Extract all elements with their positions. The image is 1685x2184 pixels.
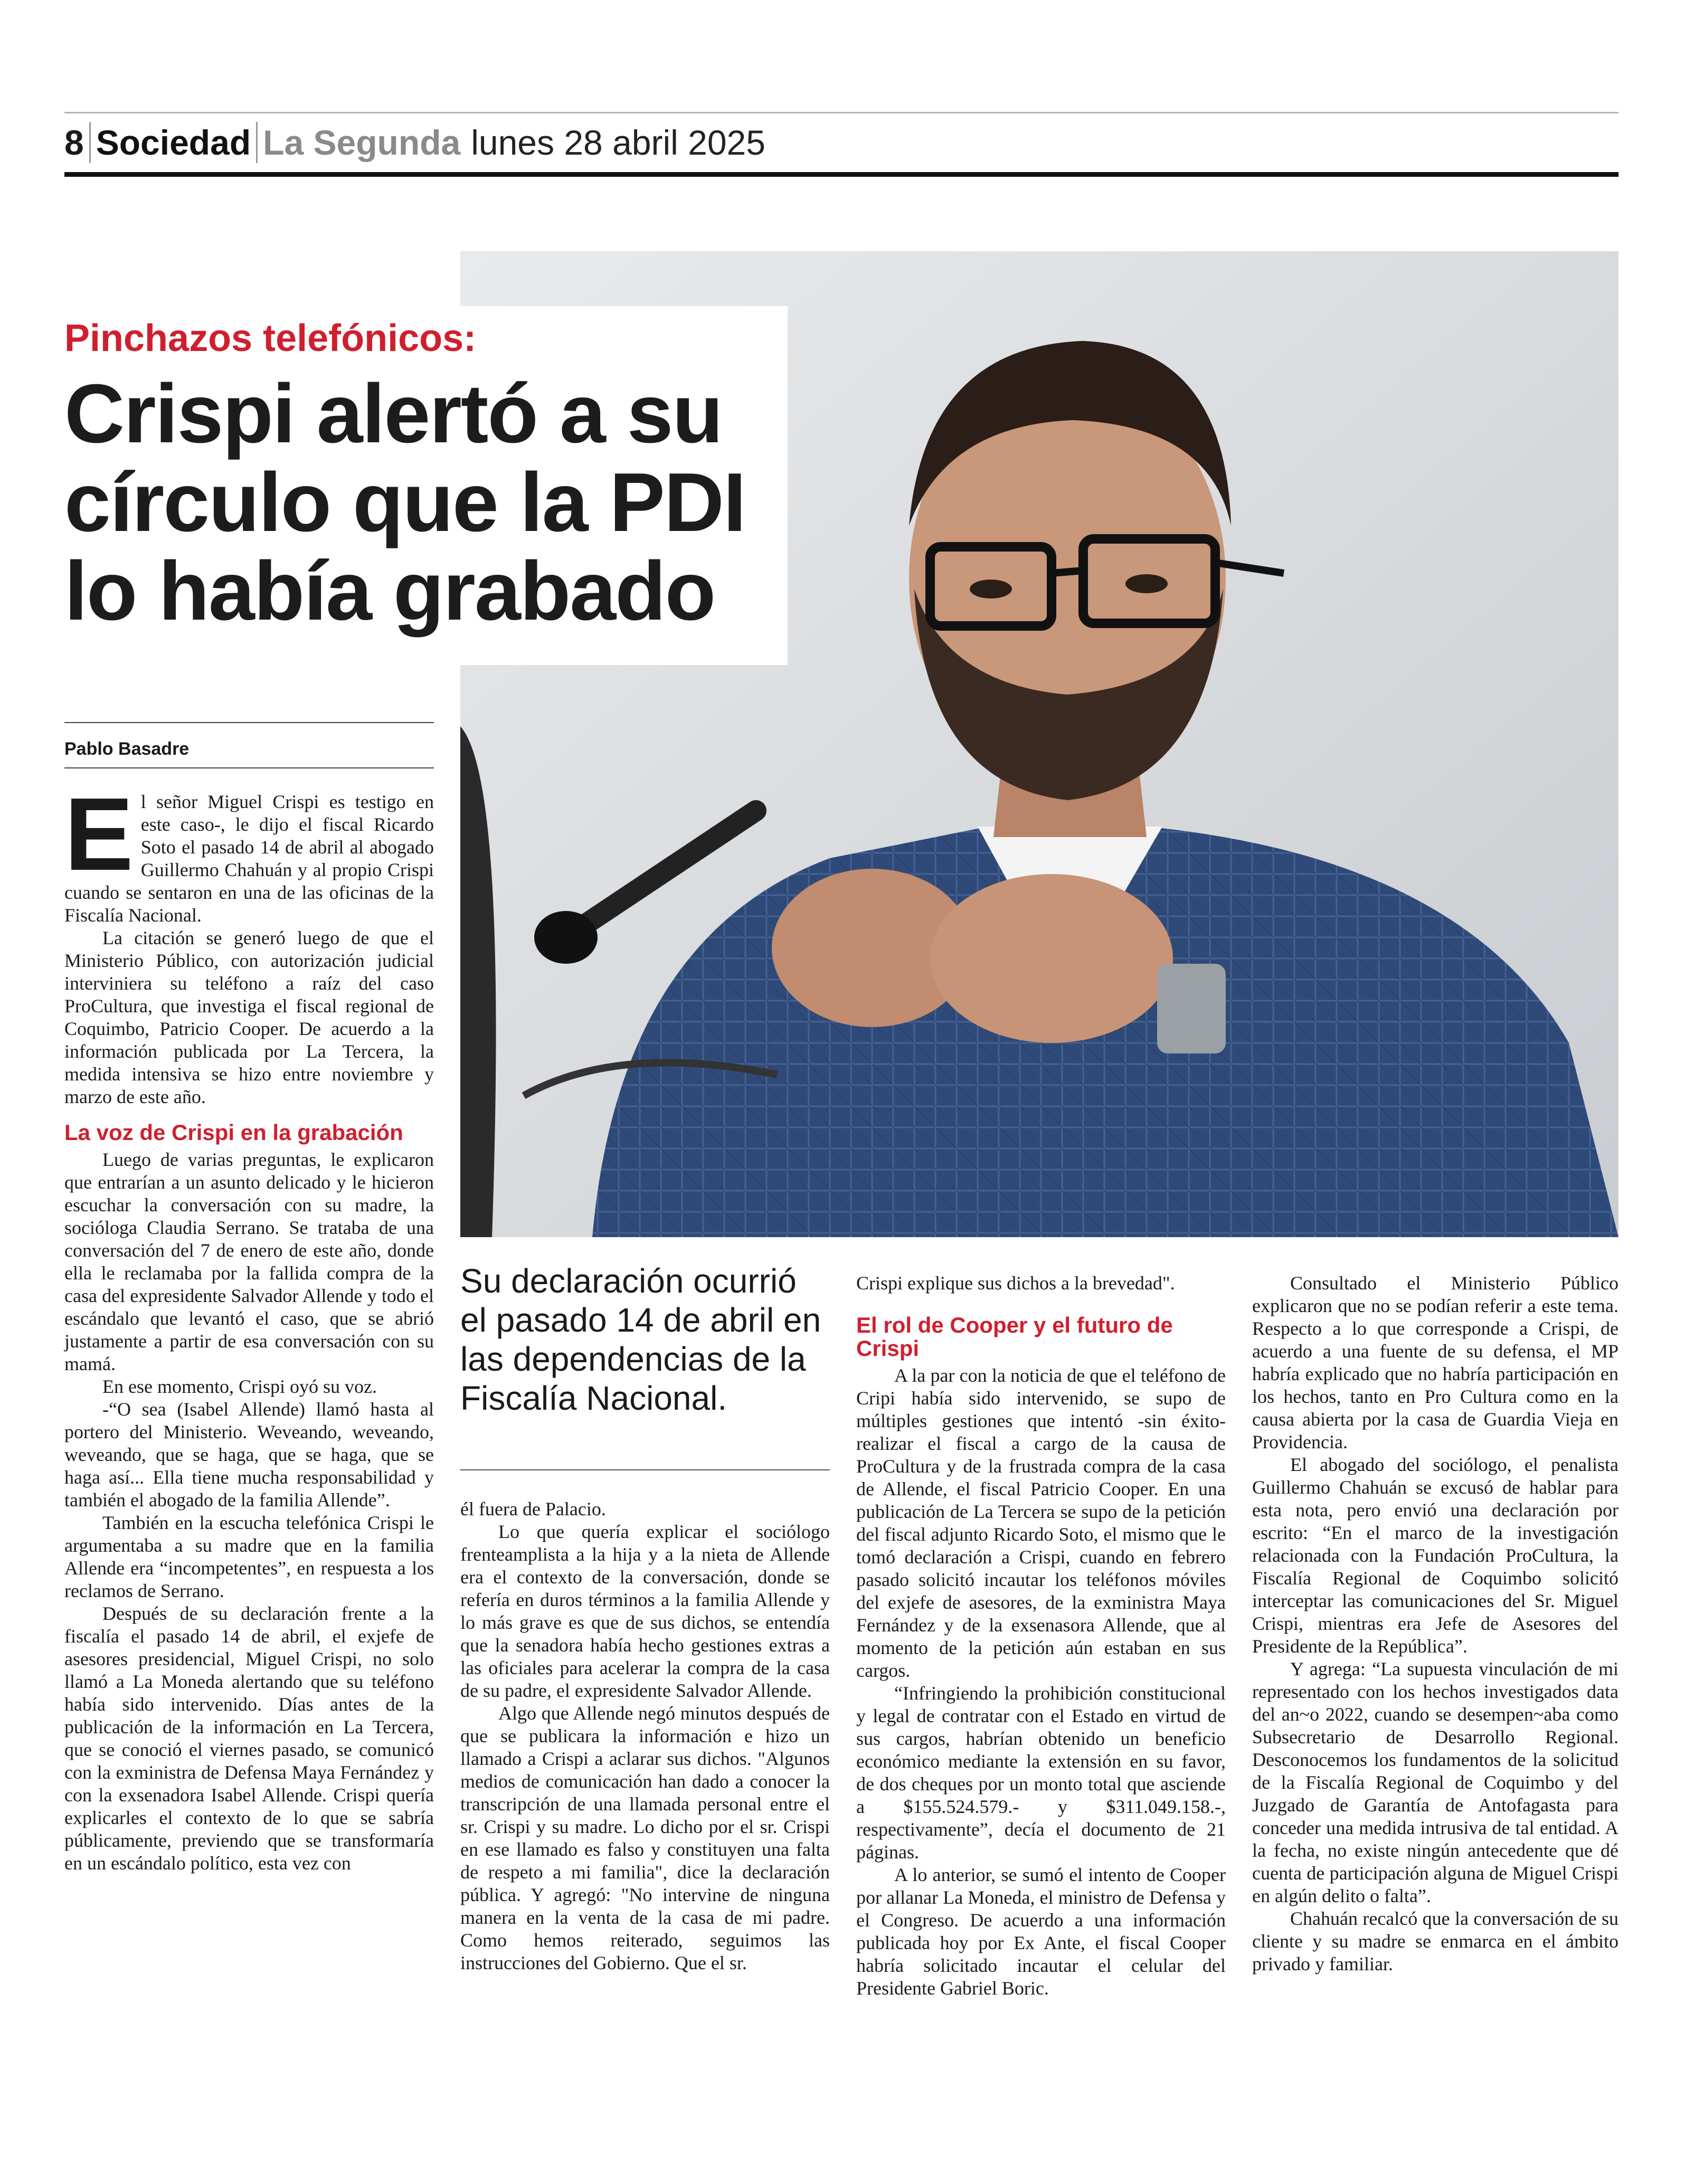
page-number: 8: [64, 123, 84, 162]
paragraph: Crispi explique sus dichos a la brevedad".: [856, 1273, 1175, 1294]
issue-date: lunes 28 abril 2025: [471, 123, 765, 162]
paragraph: Consultado el Ministerio Público explicaron que no se podían referir a este tema. Respecto a lo que corresponde a Crispi, de acuerdo a una fuente de su defensa, el MP habría explicado que no habría participación en los hechos, tanto en Pro Cultura como en la causa abierta por la casa de Guardia Vieja en Providencia.: [1252, 1273, 1618, 1452]
paragraph: Chahuán recalcó que la conversación de su cliente y su madre se enmarca en el ámbito privado y familiar.: [1252, 1908, 1618, 1974]
section-name: Sociedad: [96, 123, 251, 162]
paragraph: También en la escucha telefónica Crispi le argumentaba a su madre que en la familia Allende era “incompetentes”, en respuesta a los reclamos de Serrano.: [64, 1512, 434, 1601]
article-column-1: [64, 776, 434, 2163]
header-bottom-rule: [64, 172, 1618, 177]
header-divider: [89, 122, 91, 163]
publication-name: La Segunda: [263, 123, 461, 162]
paragraph: Y agrega: “La supuesta vinculación de mi representado con los hechos investigados data del an~o 2022, cuando se desempen~aba como Subsecretario de Desarrollo Regional. Desconocemos los fundamentos de la solicitud de la Fiscalía Regional de Coquimbo y del Juzgado de Garantía de Antofagasta para conceder una medida intrusiva de tal entidad. A la fecha, no existe ningún antecedente que dé cuenta de participación alguna de Miguel Crispi en algún delito o falta”.: [1252, 1658, 1618, 1906]
subheading: La voz de Crispi en la grabación: [64, 1120, 403, 1145]
byline-rule-top: [64, 722, 434, 723]
paragraph: él fuera de Palacio.: [460, 1498, 606, 1520]
article-column-2: [460, 1498, 830, 2163]
headline: Crispi alertó a su círculo que la PDI lo había grabado: [64, 367, 745, 638]
byline-rule-bottom: [64, 767, 434, 768]
paragraph: “Infringiendo la prohibición constitucional y legal de contratar con el Estado en virtud de sus cargos, habrían obtenido un beneficio económico mediante la extensión en su favor, de dos cheques por un monto total que asciende a $155.524.579.- y $311.049.158.-, respectivamente”, decía el documento de 21 páginas.: [856, 1683, 1226, 1863]
header-top-rule: [64, 112, 1618, 113]
paragraph: -“O sea (Isabel Allende) llamó hasta al portero del Ministerio. Weveando, weveando, weveando, que se haga, que se haga, que se haga así... Ella tiene mucha responsabilidad y también el abogado de la familia Allende”.: [64, 1399, 434, 1511]
paragraph: Lo que quería explicar el sociólogo frenteamplista a la hija y a la nieta de Allende era el contexto de la conversación, donde se refería en duros términos a la familia Allende y lo más grave es que de sus dichos, se entendía que la senadora había hecho gestiones extras a las oficiales para acelerar la compra de la casa de su padre, el expresidente Salvador Allende.: [460, 1521, 830, 1701]
subheading: El rol de Cooper y el futuro de Crispi: [856, 1313, 1173, 1361]
paragraph: En ese momento, Crispi oyó su voz.: [102, 1376, 377, 1397]
byline: Pablo Basadre: [64, 739, 190, 759]
lead-text: l señor Miguel Crispi es testigo en este caso-, le dijo el fiscal Ricardo Soto el pasado 14 de abril al abogado Guillermo Chahuán y al propio Crispi cuando se sentaron en una de las oficinas de la Fiscalía Nacional.: [64, 791, 434, 926]
pull-quote: Su declaración ocurrió el pasado 14 de abril en las dependencias de la Fiscalía Nacional.: [460, 1262, 821, 1417]
article-column-4: [1252, 1272, 1618, 2164]
header-divider: [256, 122, 258, 163]
lead-paragraph: [64, 776, 434, 927]
page-header: [64, 117, 765, 168]
paragraph: La citación se generó luego de que el Ministerio Público, con autorización judicial interviniera su teléfono a raíz del caso ProCultura, que investiga el fiscal regional de Coquimbo, Patricio Cooper. De acuerdo a la información publicada por La Tercera, la medida intensiva se hizo entre noviembre y marzo de este año.: [64, 927, 434, 1107]
paragraph: A la par con la noticia de que el teléfono de Cripi había sido intervenido, se supo de múltiples gestiones que intentó -sin éxito- realizar el fiscal a cargo de la causa de ProCultura y de la frustrada compra de la casa de Allende, el fiscal Patricio Cooper. En una publicación de La Tercera se supo de la petición del fiscal adjunto Ricardo Soto, el mismo que le tomó declaración a Crispi, cuando en febrero pasado solicitó incautar los teléfonos móviles del exjefe de asesores, de la exministra Maya Fernández y de la exsenasora Allende, que al momento de la petición aún estaban en sus cargos.: [856, 1365, 1226, 1681]
pull-quote-rule: [460, 1469, 830, 1470]
paragraph: Luego de varias preguntas, le explicaron que entrarían a un asunto delicado y le hicieron escuchar la conversación con su madre, la socióloga Claudia Serrano. Se trataba de una conversación del 7 de enero de este año, donde ella le reclamaba por la fallida compra de la casa del expresidente Salvador Allende y todo el escándalo que levantó el caso, que se abrió justamente a partir de esa conversación con su mamá.: [64, 1149, 434, 1374]
paragraph: A lo anterior, se sumó el intento de Cooper por allanar La Moneda, el ministro de Defensa y el Congreso. De acuerdo a una información publicada hoy por Ex Ante, el fiscal Cooper habría solicitado incautar el celular del Presidente Gabriel Boric.: [856, 1864, 1226, 1999]
kicker: Pinchazos telefónicos:: [64, 317, 477, 359]
article-column-3: [856, 1272, 1226, 2164]
paragraph: El abogado del sociólogo, el penalista Guillermo Chahuán se excusó de hablar para esta nota, pero envió una declaración por escrito: “En el marco de la investigación relacionada con la Fundación ProCultura, la Fiscalía Regional de Coquimbo solicitó interceptar las comunicaciones del Sr. Miguel Crispi, mientras era Jefe de Asesores del Presidente de la República”.: [1252, 1454, 1618, 1657]
paragraph: Después de su declaración frente a la fiscalía el pasado 14 de abril, el exjefe de asesores presidencial, Miguel Crispi, no solo llamó a La Moneda alertando que su teléfono había sido intervenido. Días antes de la publicación de la información en La Tercera, que se conoció el viernes pasado, se comunicó con la exministra de Defensa Maya Fernández y con la exsenadora Isabel Allende. Crispi quería explicarles el contexto de lo que se sabría públicamente, previendo que se transformaría en un escándalo político, esta vez con: [64, 1603, 434, 1874]
drop-cap: E: [64, 776, 134, 892]
paragraph: Algo que Allende negó minutos después de que se publicara la información e hizo un llamado a Crispi a aclarar sus dichos. "Algunos medios de comunicación han dado a conocer la transcripción de una llamada personal entre el sr. Crispi y su madre. Lo dicho por el sr. Crispi en ese llamado es falso y constituyen una falta de respeto a mi familia", dice la declaración pública. Y agregó: "No intervine de ninguna manera en la venta de la casa de mi padre. Como hemos reiterado, seguimos las instrucciones del Gobierno. Que el sr.: [460, 1703, 830, 1973]
